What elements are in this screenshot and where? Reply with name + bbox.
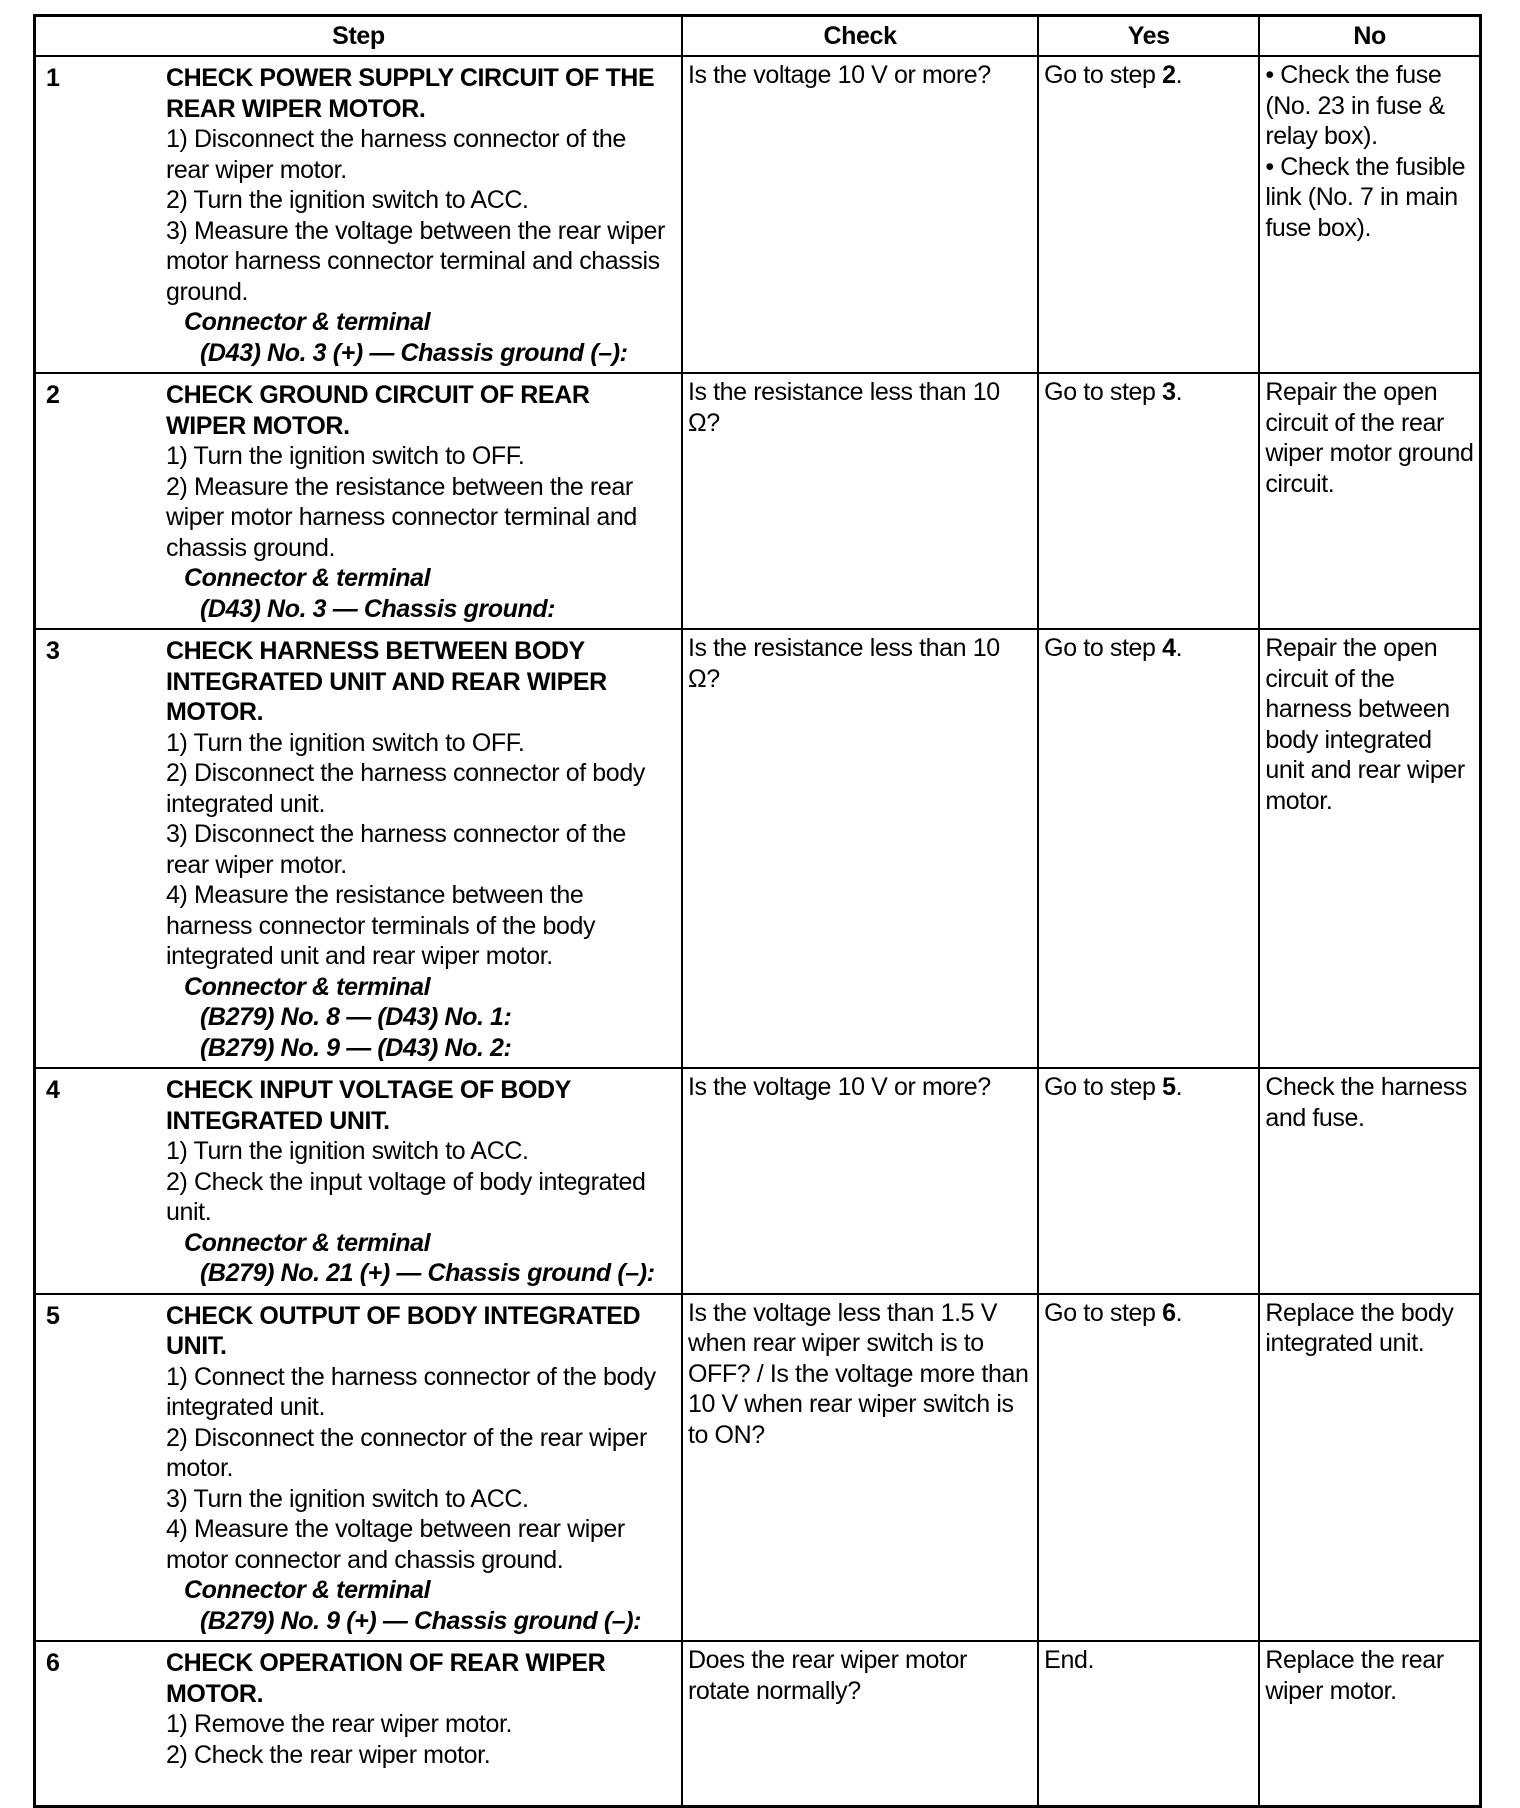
step-number: 5 [46,1301,60,1330]
step-title: CHECK OUTPUT OF BODY INTEGRATED UNIT. [166,1301,641,1360]
no-cell [1259,373,1480,629]
yes-step-number: 2 [1162,61,1176,89]
connector-label: Connector & terminal [184,564,431,592]
connector-terminal: (B279) No. 8 — (D43) No. 1: [200,1003,512,1031]
connector-label: Connector & terminal [184,1576,431,1604]
step-action: 2) Turn the ignition switch to ACC. [166,186,529,214]
check-text: Does the rear wiper motor rotate normally? [687,1646,967,1705]
connector-label: Connector & terminal [184,1228,431,1257]
check-cell [682,1068,1038,1294]
no-text: Check the harness and fuse. [1265,1073,1467,1132]
step-body [162,1298,676,1639]
step-action: 3) Disconnect the harness connector of the rear wiper motor. [166,820,626,879]
step-number: 2 [46,381,60,409]
step-action: 2) Disconnect the harness connector of body integrated unit. [166,759,645,818]
yes-text: End. [1044,1646,1095,1674]
header-row [35,16,1481,57]
header-no: No [1259,16,1480,57]
step-action: 2) Disconnect the connector of the rear wiper motor. [166,1423,647,1482]
step-number: 3 [46,637,60,665]
step-action: 2) Check the input voltage of body integrated unit. [166,1167,646,1226]
step-title: CHECK GROUND CIRCUIT OF REAR WIPER MOTOR. [166,381,590,440]
step-cell [35,56,682,373]
check-cell [682,373,1038,629]
yes-step-number: 4 [1162,634,1176,662]
no-cell [1259,56,1480,373]
step-action: 4) Measure the resistance between the harness connector terminals of the body integrated unit and rear wiper motor. [166,881,596,970]
yes-step-number: 3 [1162,378,1176,406]
no-cell [1259,1641,1480,1806]
yes-cell [1038,56,1259,373]
step-title: CHECK HARNESS BETWEEN BODY INTEGRATED UNIT AND REAR WIPER MOTOR. [166,637,607,726]
yes-step-number: 5 [1162,1073,1176,1101]
step-body [162,377,676,626]
no-text: Repair the open circuit of the rear wiper motor ground circuit. [1265,378,1474,498]
no-text: Replace the rear wiper motor. [1265,1646,1444,1705]
connector-terminal: (D43) No. 3 — Chassis ground: [200,594,556,623]
check-text: Is the voltage 10 V or more? [687,1073,991,1101]
yes-period: . [1175,378,1183,406]
step-action: 1) Connect the harness connector of the body integrated unit. [166,1362,656,1421]
step-action: 1) Remove the rear wiper motor. [166,1710,513,1738]
diagnostic-table [33,14,1482,1808]
step-body [162,60,676,370]
step-cell [35,1641,682,1806]
yes-text: Go to step [1044,378,1163,406]
step-action: 3) Measure the voltage between the rear wiper motor harness connector terminal and chassis ground. [166,216,665,306]
step-action: 1) Turn the ignition switch to OFF. [166,728,525,757]
check-cell [682,56,1038,373]
no-text: Replace the body integrated unit. [1265,1298,1454,1357]
connector-label: Connector & terminal [184,308,431,336]
step-body [162,1645,676,1772]
yes-text: Go to step [1044,61,1163,89]
check-text: Is the resistance less than 10 Ω? [687,634,1000,693]
step-cell [35,1294,682,1642]
step-action: 1) Disconnect the harness connector of the rear wiper motor. [166,125,626,184]
yes-text: Go to step [1044,1298,1163,1327]
header-step: Step [35,16,682,57]
yes-text: Go to step [1044,634,1163,662]
header-yes: Yes [1038,16,1259,57]
yes-text: Go to step [1044,1073,1163,1101]
yes-period: . [1175,1298,1183,1327]
step-action: 3) Turn the ignition switch to ACC. [166,1484,529,1513]
step-cell [35,629,682,1068]
step-action: 4) Measure the voltage between rear wiper motor connector and chassis ground. [166,1515,625,1574]
table-row [35,1294,1481,1642]
check-cell [682,1294,1038,1642]
step-title: CHECK POWER SUPPLY CIRCUIT OF THE REAR WIPER MOTOR. [166,64,655,123]
no-text: • Check the fusible link (No. 7 in main fuse box). [1265,152,1466,242]
yes-period: . [1175,1073,1183,1101]
connector-terminal: (D43) No. 3 (+) — Chassis ground (–): [200,338,628,367]
step-title: CHECK OPERATION OF REAR WIPER MOTOR. [166,1649,606,1708]
check-cell [682,629,1038,1068]
step-body [162,633,676,1065]
step-action: 1) Turn the ignition switch to ACC. [166,1137,529,1165]
step-body [162,1072,676,1291]
step-action: 2) Check the rear wiper motor. [166,1740,491,1769]
no-cell [1259,1294,1480,1642]
step-title: CHECK INPUT VOLTAGE OF BODY INTEGRATED UNIT. [166,1076,571,1135]
step-cell [35,1068,682,1294]
step-action: 1) Turn the ignition switch to OFF. [166,442,525,470]
connector-terminal: (B279) No. 9 — (D43) No. 2: [200,1033,512,1062]
yes-period: . [1175,634,1183,662]
header-check: Check [682,16,1038,57]
check-text: Is the voltage less than 1.5 V when rear wiper switch is to OFF? / Is the voltage more than 10 V when rear wiper switch is to ON? [687,1298,1029,1449]
step-number: 6 [46,1649,60,1677]
yes-period: . [1175,61,1183,89]
yes-cell [1038,1068,1259,1294]
check-text: Is the voltage 10 V or more? [687,61,991,89]
check-cell [682,1641,1038,1806]
yes-step-number: 6 [1162,1298,1176,1327]
yes-cell [1038,629,1259,1068]
table-row [35,56,1481,373]
table-row [35,1068,1481,1294]
no-text: • Check the fuse (No. 23 in fuse & relay box). [1265,61,1445,150]
check-text: Is the resistance less than 10 Ω? [687,378,1000,437]
connector-terminal: (B279) No. 9 (+) — Chassis ground (–): [200,1606,642,1635]
no-text: Repair the open circuit of the harness between body integrated unit and rear wiper motor. [1265,634,1465,815]
table-row [35,629,1481,1068]
connector-terminal: (B279) No. 21 (+) — Chassis ground (–): [200,1259,655,1287]
step-cell [35,373,682,629]
step-number: 4 [46,1076,60,1104]
yes-cell [1038,1641,1259,1806]
yes-cell [1038,1294,1259,1642]
no-cell [1259,629,1480,1068]
table-row [35,373,1481,629]
no-cell [1259,1068,1480,1294]
step-number: 1 [46,64,60,92]
table-row [35,1641,1481,1806]
step-action: 2) Measure the resistance between the rear wiper motor harness connector terminal and chassis ground. [166,472,637,562]
yes-cell [1038,373,1259,629]
connector-label: Connector & terminal [184,972,431,1001]
